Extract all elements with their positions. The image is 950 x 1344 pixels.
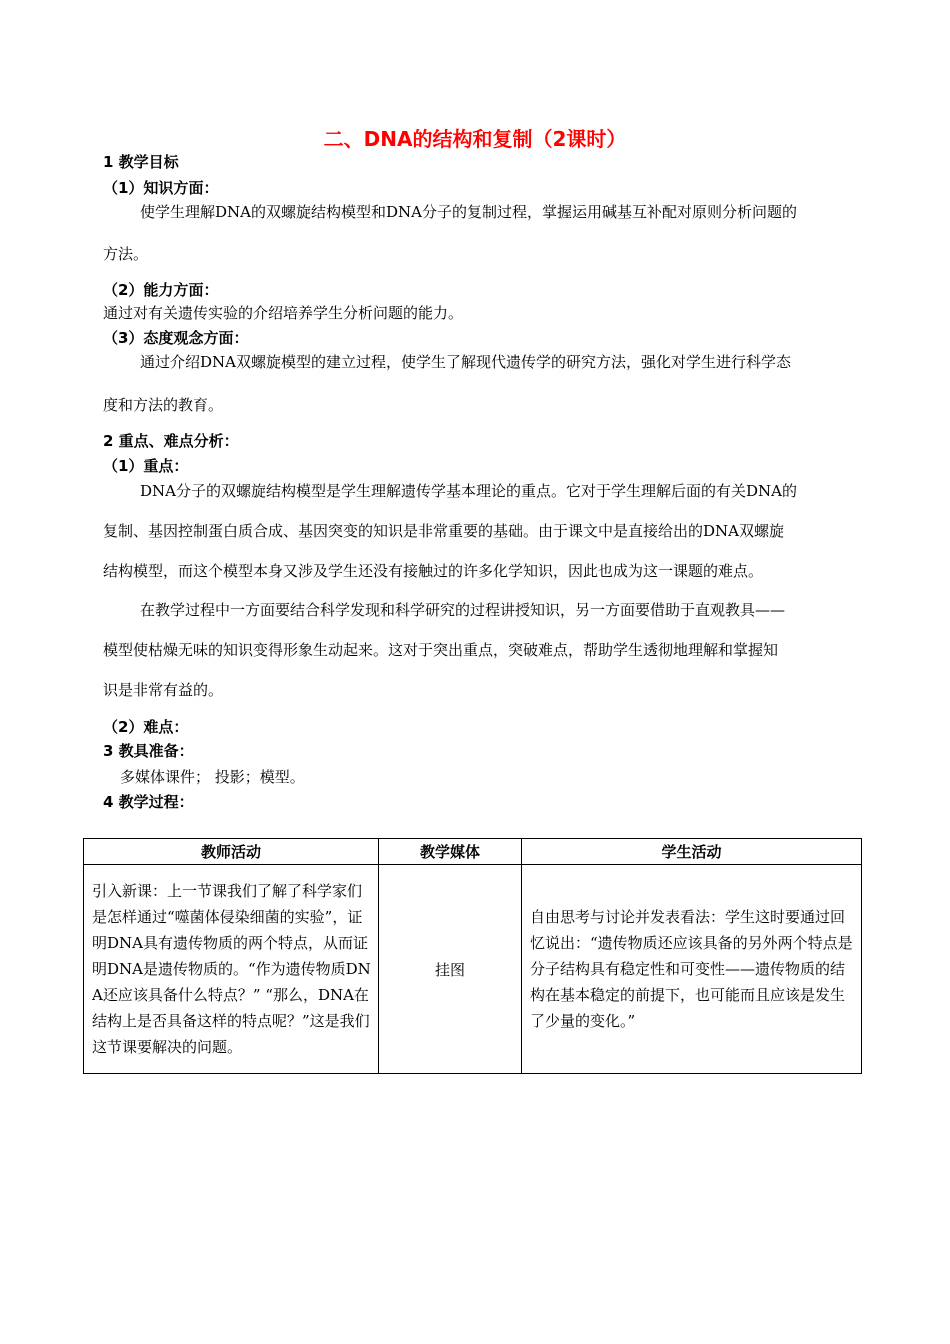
teaching-media-cell — [379, 865, 522, 1074]
teaching-media-text: 挂图 — [434, 960, 465, 979]
header-teaching-media: 教学媒体 — [379, 839, 522, 865]
section-1-2-text-line: 通过对有关遗传实验的介绍培养学生分析问题的能力。 — [103, 304, 464, 322]
section-2-1-text-line: DNA分子的双螺旋结构模型是学生理解遗传学基本理论的重点。它对于学生理解后面的有关DNA的 — [140, 482, 797, 500]
page-title: 二、DNA的结构和复制（2课时） — [323, 127, 627, 151]
section-1-1-heading: （1）知识方面： — [103, 179, 219, 197]
student-activity-text: 自由思考与讨论并发表看法：学生这时要通过回忆说出：“遗传物质还应该具备的另外两个特点是分子结构具有稳定性和可变性——遗传物质的结构在基本稳定的前提下，也可能而且应该是发生了少量的变化。” — [530, 908, 853, 1030]
section-2-1-text-line: 识是非常有益的。 — [103, 681, 224, 699]
section-4-heading: 4 教学过程： — [103, 793, 194, 811]
section-1-3-text-line: 通过介绍DNA双螺旋模型的建立过程，使学生了解现代遗传学的研究方法，强化对学生进行科学态 — [140, 353, 791, 371]
section-1-heading: 1 教学目标 — [103, 153, 179, 171]
section-2-1-heading: （1）重点： — [103, 457, 189, 475]
teacher-activity-text: 引入新课：上一节课我们了解了科学家们是怎样通过“噬菌体侵染细菌的实验”，证明DNA具有遗传物质的两个特点，从而证明DNA是遗传物质的。“作为遗传物质DNA还应该具备什么特点？” “那么，DNA在结构上是否具备这样的特点呢？”这是我们这节课要解决的问题。 — [92, 882, 371, 1056]
table-row — [84, 865, 862, 1074]
teaching-process-table — [83, 838, 862, 1074]
section-2-1-text-line: 在教学过程中一方面要结合科学发现和科学研究的过程讲授知识，另一方面要借助于直观教具—— — [140, 601, 786, 619]
section-2-heading: 2 重点、难点分析： — [103, 432, 239, 450]
section-1-3-heading: （3）态度观念方面： — [103, 329, 249, 347]
section-2-2-heading: （2）难点： — [103, 718, 189, 736]
student-activity-cell — [522, 865, 862, 1074]
section-1-2-heading: （2）能力方面： — [103, 281, 219, 299]
section-2-1-text-line: 复制、基因控制蛋白质合成、基因突变的知识是非常重要的基础。由于课文中是直接给出的DNA双螺旋 — [103, 522, 784, 540]
section-3-heading: 3 教具准备： — [103, 742, 194, 760]
header-teacher-activity: 教师活动 — [84, 839, 379, 865]
section-2-1-text-line: 模型使枯燥无味的知识变得形象生动起来。这对于突出重点，突破难点，帮助学生透彻地理解和掌握知 — [103, 641, 779, 659]
teacher-activity-cell — [84, 865, 379, 1074]
table-header-row — [84, 839, 862, 865]
section-1-3-text-line: 度和方法的教育。 — [103, 396, 224, 414]
section-3-text-line: 多媒体课件； 投影；模型。 — [120, 768, 305, 786]
header-student-activity: 学生活动 — [522, 839, 862, 865]
section-1-1-text-line: 方法。 — [103, 245, 149, 263]
section-2-1-text-line: 结构模型，而这个模型本身又涉及学生还没有接触过的许多化学知识，因此也成为这一课题的难点。 — [103, 562, 764, 580]
section-1-1-text-line: 使学生理解DNA的双螺旋结构模型和DNA分子的复制过程，掌握运用碱基互补配对原则分析问题的 — [140, 203, 797, 221]
